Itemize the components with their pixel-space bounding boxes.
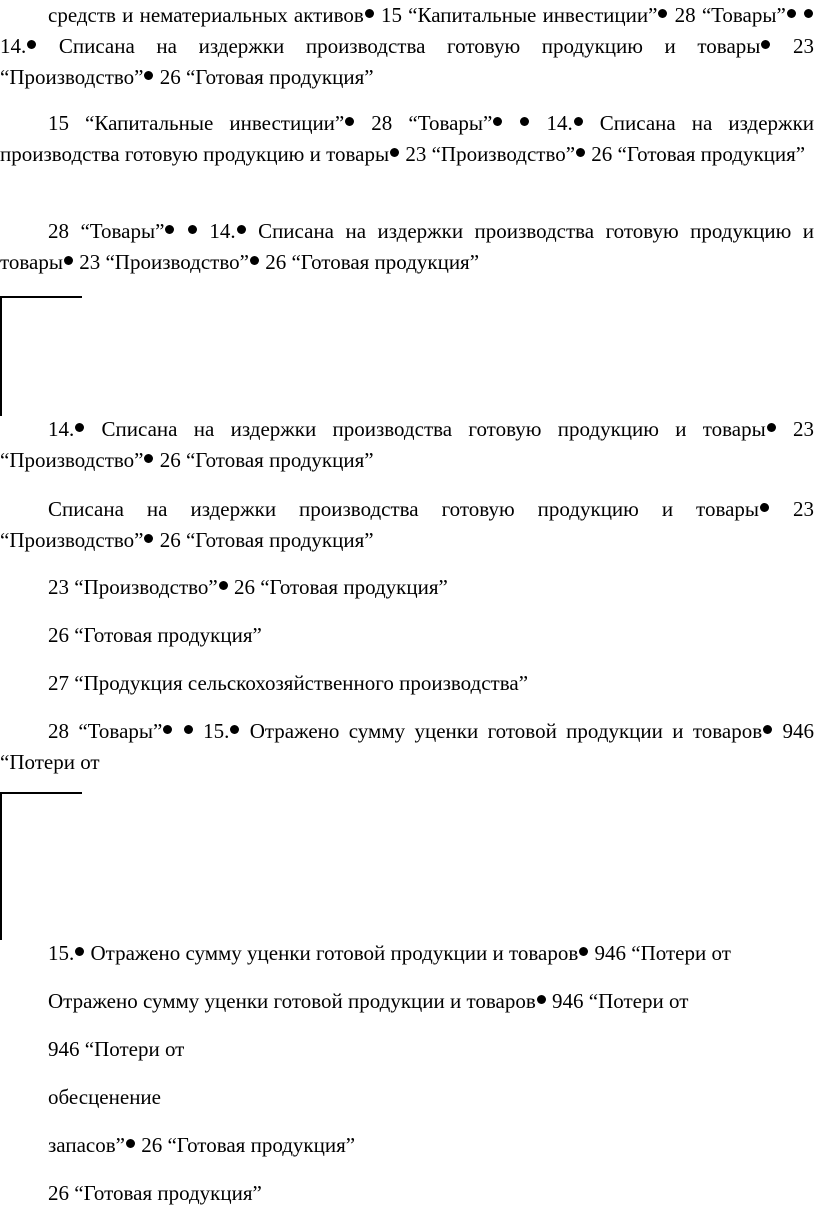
- paragraph-14: [0, 1130, 814, 1161]
- text-segment: 15 “Капитальные инвестиции”: [374, 3, 658, 27]
- bullet-icon: [163, 725, 172, 734]
- bullet-icon: [64, 256, 73, 265]
- text-segment: 26 “Готовая продукция”: [154, 448, 374, 472]
- text-segment: 23 “Производство”: [0, 34, 815, 89]
- bullet-icon: [237, 225, 246, 234]
- text-segment: 15.: [48, 941, 75, 965]
- paragraph-9: [0, 716, 814, 778]
- bullet-icon: [658, 9, 667, 18]
- paragraph-12: [0, 1034, 814, 1065]
- text-segment: 946 “Потери от: [48, 1037, 185, 1061]
- paragraph-7: [0, 620, 814, 651]
- text-segment: 23 “Производство”: [48, 575, 218, 599]
- text-segment: 23 “Производство”: [0, 417, 815, 472]
- bullet-icon: [345, 117, 354, 126]
- text-segment: 26 “Готовая продукция”: [228, 575, 448, 599]
- bullet-icon: [520, 117, 529, 126]
- bullet-icon: [75, 423, 84, 432]
- text-segment: 26 “Готовая продукция”: [586, 142, 806, 166]
- bullet-icon: [144, 71, 153, 80]
- text-segment: 23 “Производство”: [73, 250, 249, 274]
- bullet-icon: [574, 117, 583, 126]
- bullet-icon: [230, 725, 239, 734]
- bullet-icon: [219, 581, 228, 590]
- bullet-icon: [75, 947, 84, 956]
- bullet-icon: [250, 256, 259, 265]
- bullet-icon: [763, 725, 772, 734]
- text-segment: 28 “Товары”: [668, 3, 786, 27]
- text-segment: 26 “Готовая продукция”: [48, 1181, 262, 1205]
- text-segment: 14.: [0, 34, 27, 58]
- text-segment: Отражено сумму уценки готовой продукции и товаров: [85, 941, 579, 965]
- text-segment: 26 “Готовая продукция”: [135, 1133, 356, 1157]
- text-segment: 15.: [193, 719, 230, 743]
- text-segment: 14.: [197, 219, 236, 243]
- text-segment: 946 “Потери от: [546, 989, 689, 1013]
- bullet-icon: [165, 225, 174, 234]
- text-segment: 23 “Производство”: [0, 497, 815, 552]
- text-segment: Списана на издержки производства готовую продукцию и товары: [48, 497, 760, 521]
- paragraph-1: [0, 0, 814, 93]
- text-segment: 14.: [48, 417, 75, 441]
- text-segment: Списана на издержки производства готовую продукцию и товары: [0, 111, 815, 166]
- bullet-icon: [493, 117, 502, 126]
- bullet-icon: [144, 454, 153, 463]
- text-segment: средств и нематериальных активов: [48, 3, 364, 27]
- text-segment: 946 “Потери от: [589, 941, 731, 965]
- text-segment: Отражено сумму уценки готовой продукции и товаров: [240, 719, 763, 743]
- bullet-icon: [365, 9, 374, 18]
- paragraph-11: [0, 986, 814, 1017]
- bullet-icon: [27, 40, 36, 49]
- paragraph-2: [0, 108, 814, 170]
- bullet-icon: [760, 503, 769, 512]
- text-segment: Отражено сумму уценки готовой продукции и товаров: [48, 989, 536, 1013]
- text-segment: 28 “Товары”: [355, 111, 493, 135]
- paragraph-6: [0, 572, 814, 603]
- text-segment: 27 “Продукция сельскохозяйственного производства”: [48, 671, 529, 695]
- bullet-icon: [761, 40, 770, 49]
- text-segment: 26 “Готовая продукция”: [48, 623, 262, 647]
- text-segment: обесценение: [48, 1085, 161, 1109]
- bullet-icon: [787, 9, 796, 18]
- bullet-icon: [390, 148, 399, 157]
- text-segment: 14.: [530, 111, 573, 135]
- paragraph-15: [0, 1178, 814, 1209]
- bullet-icon: [804, 9, 813, 18]
- bullet-icon: [126, 1139, 135, 1148]
- text-segment: 28 “Товары”: [48, 719, 163, 743]
- text-segment: запасов”: [48, 1133, 125, 1157]
- paragraph-13: [0, 1082, 814, 1113]
- text-segment: Списана на издержки производства готовую продукцию и товары: [0, 219, 815, 274]
- text-segment: 28 “Товары”: [48, 219, 165, 243]
- bracket-line: [0, 792, 82, 940]
- paragraph-4: [0, 414, 814, 476]
- text-segment: Списана на издержки производства готовую продукцию и товары: [37, 34, 761, 58]
- bullet-icon: [537, 995, 546, 1004]
- paragraph-8: [0, 668, 814, 699]
- bullet-icon: [188, 225, 197, 234]
- bullet-icon: [144, 534, 153, 543]
- bullet-icon: [576, 148, 585, 157]
- text-segment: 23 “Производство”: [400, 142, 576, 166]
- text-segment: Списана на издержки производства готовую продукцию и товары: [85, 417, 766, 441]
- text-segment: 26 “Готовая продукция”: [259, 250, 480, 274]
- bullet-icon: [767, 423, 776, 432]
- text-segment: 946 “Потери от: [0, 719, 815, 774]
- bullet-icon: [579, 947, 588, 956]
- text-segment: 26 “Готовая продукция”: [154, 65, 374, 89]
- bullet-icon: [184, 725, 193, 734]
- bracket-line: [0, 296, 82, 416]
- paragraph-10: [0, 938, 814, 969]
- text-segment: 15 “Капитальные инвестиции”: [48, 111, 345, 135]
- paragraph-5: [0, 494, 814, 556]
- paragraph-3: [0, 216, 814, 278]
- text-segment: 26 “Готовая продукция”: [154, 528, 374, 552]
